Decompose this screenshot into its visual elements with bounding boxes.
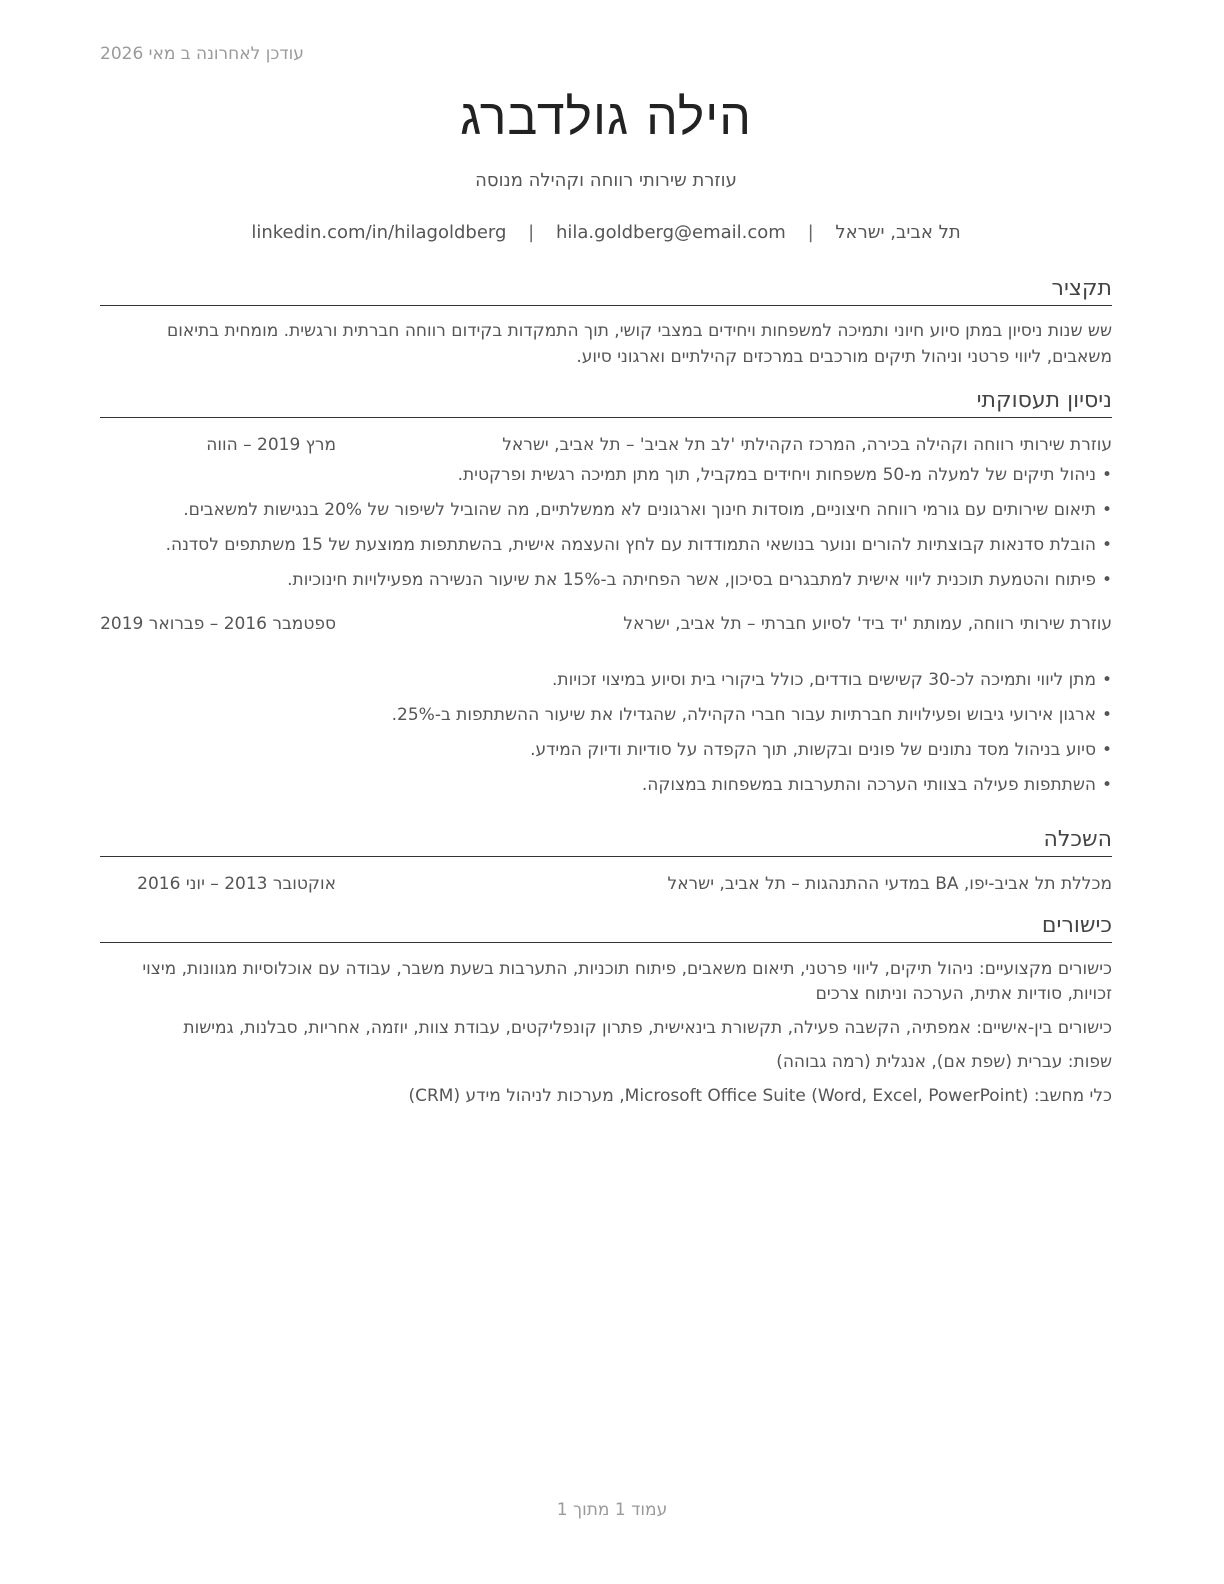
section-heading: תקציר [100,275,1112,306]
list-item: • ניהול תיקים של למעלה מ-50 משפחות ויחידים במקביל, תוך מתן תמיכה רגשית ופרקטית. [100,462,1112,488]
job-date: מרץ 2019 – הווה [206,435,336,455]
job-entry [100,611,1112,798]
education-entry [100,871,1112,897]
contact-separator: | [807,222,814,243]
job-header [100,432,1112,458]
skill-line: כישורים בין-אישיים: אמפתיה, הקשבה פעילה, תקשורת בינאישית, פתרון קונפליקטים, עבודת צוות, יוזמה, אחריות, סבלנות, גמישות [183,1018,1112,1038]
job-header [100,611,1112,637]
summary-text: שש שנות ניסיון במתן סיוע חיוני ותמיכה למשפחות ויחידים במצבי קושי, תוך התמקדות בקידום רווחה חברתית ורגשית. מומחית בתיאום משאבים, ליווי פרטני וניהול תיקים מורכבים במרכזים קהילתיים וארגוני סיוע. [166,321,1112,367]
list-item: • פיתוח והטמעת תוכנית ליווי אישית למתבגרים בסיכון, אשר הפחיתה ב-15% את שיעור הנשירה מפעילויות חינוכיות. [100,567,1112,593]
skills-list [100,957,1112,1109]
section-heading: כישורים [100,912,1112,943]
skill-line: כישורים מקצועיים: ניהול תיקים, ליווי פרטני, תיאום משאבים, פיתוח תוכניות, התערבות בשעת משבר, עבודה עם אוכלוסיות מגוונות, מיצוי זכויות, סודיות אתית, הערכה וניתוח צרכים [142,959,1112,1004]
list-item: • סיוע בניהול מסד נתונים של פונים ובקשות, תוך הקפדה על סודיות ודיוק המידע. [100,737,1112,763]
candidate-title: עוזרת שירותי רווחה וקהילה מנוסה [475,170,737,191]
job-bullets [100,462,1112,593]
list-item: • מתן ליווי ותמיכה לכ-30 קשישים בודדים, כולל ביקורי בית וסיוע במיצוי זכויות. [100,667,1112,693]
job-date: ספטמבר 2016 – פברואר 2019 [100,614,336,634]
job-org: עוזרת שירותי רווחה, עמותת 'יד ביד' לסיוע חברתי – תל אביב, ישראל [623,614,1112,634]
contact-separator: | [528,222,535,243]
education-section [100,826,1112,897]
list-item: • תיאום שירותים עם גורמי רווחה חיצוניים, מוסדות חינוך וארגונים לא ממשלתיים, מה שהוביל לשיפור של 20% בנגישות למשאבים. [100,497,1112,523]
candidate-name: הילה גולדברג [460,88,752,146]
skill-line: שפות: עברית (שפת אם), אנגלית (רמה גבוהה) [776,1052,1112,1072]
location: תל אביב, ישראל [835,222,961,243]
education-date: אוקטובר 2013 – יוני 2016 [137,874,336,894]
job-org: עוזרת שירותי רווחה וקהילה בכירה, המרכז הקהילתי 'לב תל אביב' – תל אביב, ישראל [502,435,1112,455]
list-item: • ארגון אירועי גיבוש ופעילויות חברתיות עבור חברי הקהילה, שהגדילו את שיעור ההשתתפות ב-25%. [100,702,1112,728]
job-entry [100,432,1112,593]
last-updated: עודכן לאחרונה ב מאי 2026 [100,44,304,64]
skill-line: כלי מחשב: Microsoft Office Suite (Word, Excel, PowerPoint), מערכות לניהול מידע (CRM) [408,1086,1112,1106]
summary-section [100,275,1112,370]
section-heading: השכלה [100,826,1112,857]
contact-line [100,222,1112,243]
list-item: • הובלת סדנאות קבוצתיות להורים ונוער בנושאי התמודדות עם לחץ והעצמה אישית, בהשתתפות ממוצעת של 15 משתתפים לסדנה. [100,532,1112,558]
linkedin-link[interactable]: linkedin.com/in/hilagoldberg [251,222,507,243]
experience-section [100,387,1112,807]
section-heading: ניסיון תעסוקתי [100,387,1112,418]
job-bullets [100,667,1112,798]
page-number: עמוד 1 מתוך 1 [556,1500,668,1520]
education-org: מכללת תל אביב-יפו, BA במדעי ההתנהגות – תל אביב, ישראל [667,874,1112,894]
resume-page [100,0,1112,1584]
email-link[interactable]: hila.goldberg@email.com [555,222,786,243]
skills-section [100,912,1112,1118]
list-item: • השתתפות פעילה בצוותי הערכה והתערבות במשפחות במצוקה. [100,772,1112,798]
